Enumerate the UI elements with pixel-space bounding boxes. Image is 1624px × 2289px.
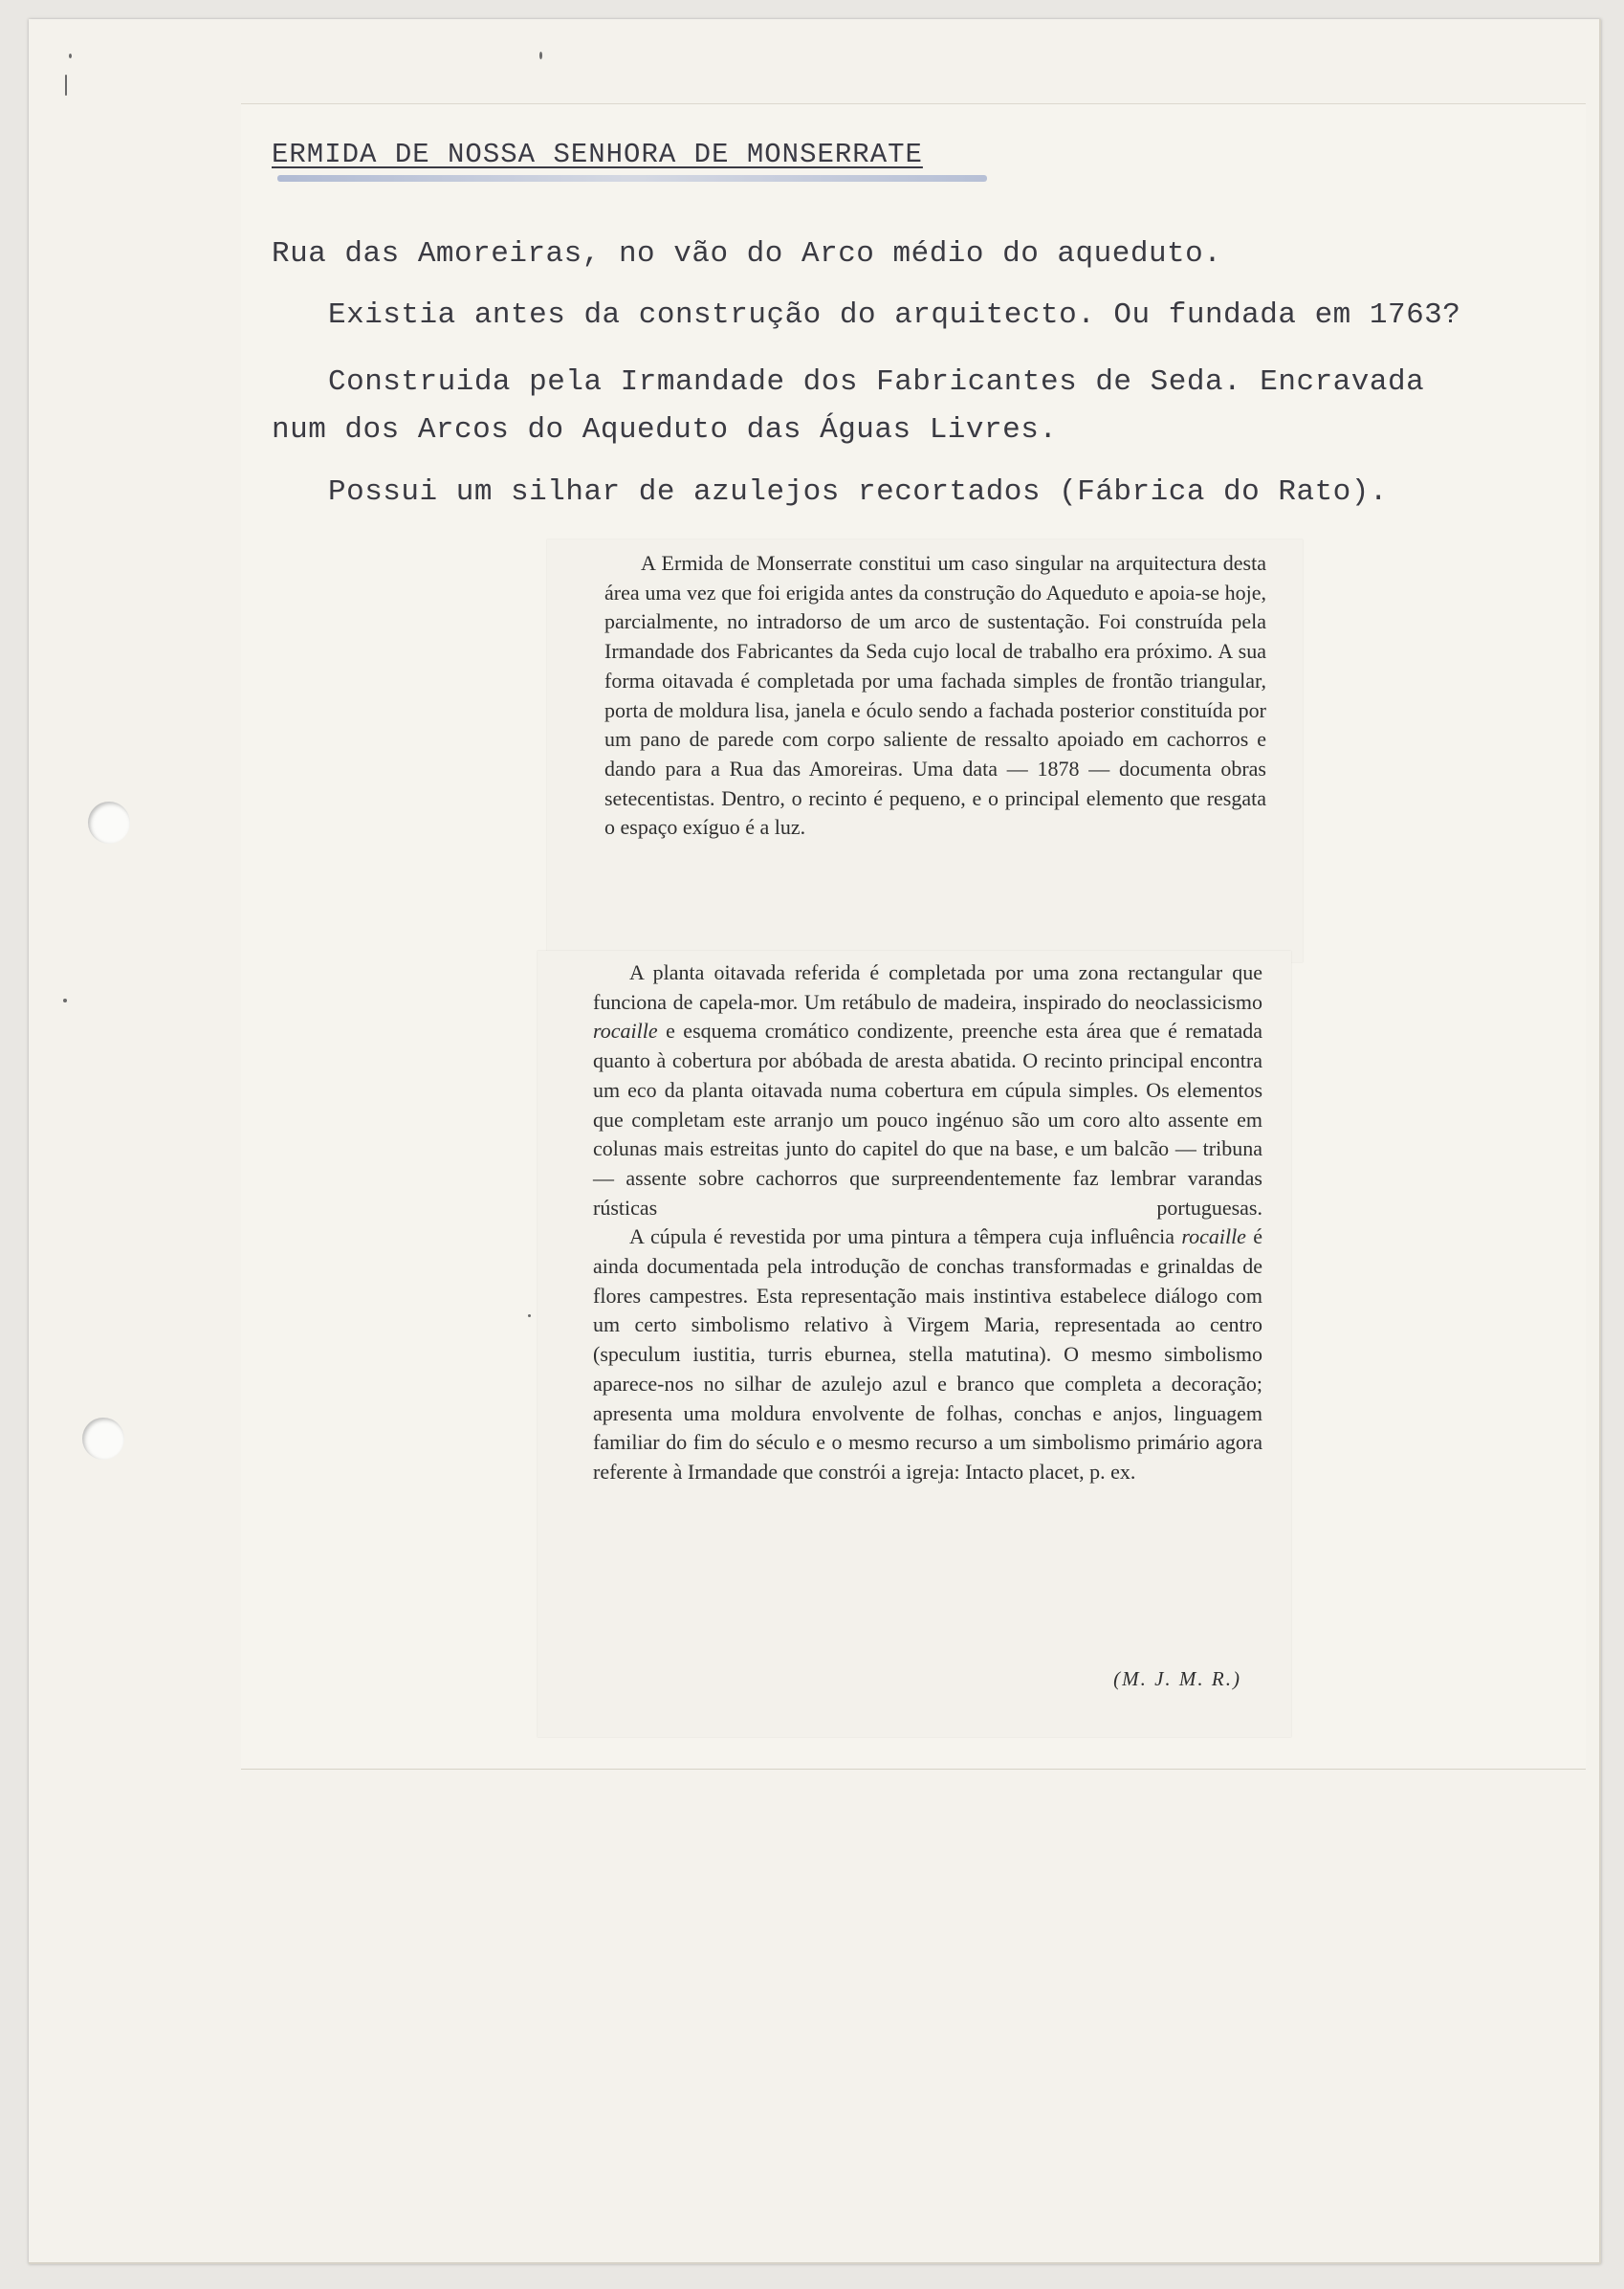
clipping-2-p1-italic: rocaille	[593, 1019, 658, 1044]
typed-line-location: num dos Arcos do Aqueduto das Águas Livres.	[272, 413, 1058, 447]
clipping-2-text	[593, 958, 1262, 1487]
author-signature: (M. J. M. R.)	[1113, 1667, 1241, 1690]
clipping-1-text	[604, 549, 1266, 843]
paper-speck	[528, 1314, 531, 1317]
document-heading: ERMIDA DE NOSSA SENHORA DE MONSERRATE	[272, 139, 923, 170]
clipping-2-paragraph-2	[593, 1222, 1262, 1486]
clipping-2-p2-text-cont: é ainda documentada pela introdução de conchas transformadas e grinaldas de flores campestres. Esta representação mais instintiva estabelece diálogo com um certo simbolismo relativo à Virgem Maria, representada ao centro (speculum iustitia, turris eburnea, stella matutina). O mesmo simbolismo aparece-nos no silhar de azulejo azul e branco que completa a decoração; apresenta uma moldura envolvente de folhas, conchas e anjos, linguagem familiar do fim do século e o mesmo recurso a um simbolismo primário agora referente à Irmandade que constrói a igreja: Intacto placet, p. ex.	[593, 1224, 1263, 1484]
newspaper-clipping-2	[538, 951, 1291, 1737]
paper-mark	[65, 75, 67, 96]
typed-line-origin: Existia antes da construção do arquitecto. Ou fundada em 1763?	[328, 298, 1461, 332]
paper-speck	[69, 54, 72, 58]
clipping-2-p1-text-cont: e esquema cromático condizente, preenche esta área que é rematada quanto à cobertura por abóbada de aresta abatida. O recinto principal encontra um eco da planta oitavada numa cobertura em cúpula simples. Os elementos que completam este arranjo um pouco ingénuo são um coro alto assente em colunas mais estreitas junto do capitel do que na base, e um balcão — tribuna — assente sobre cachorros que surpreendentemente faz lembrar varandas rústicas portuguesas.	[593, 1019, 1262, 1220]
punch-hole-lower	[82, 1418, 124, 1460]
clipping-2-paragraph-1	[593, 958, 1262, 1222]
typed-line-tiles: Possui um silhar de azulejos recortados (Fábrica do Rato).	[328, 475, 1388, 509]
clipping-2-p1-text: A planta oitavada referida é completada por uma zona rectangular que funciona de capela-mor. Um retábulo de madeira, inspirado do neoclassicismo	[593, 960, 1262, 1014]
punch-hole-upper	[88, 802, 130, 844]
paper-speck	[63, 999, 67, 1002]
heading-underline-ink	[277, 175, 987, 182]
typed-line-builder: Construida pela Irmandade dos Fabricantes de Seda. Encravada	[328, 365, 1425, 399]
clipping-2-p2-italic: rocaille	[1181, 1224, 1246, 1249]
typed-line-address: Rua das Amoreiras, no vão do Arco médio do aqueduto.	[272, 237, 1222, 271]
clipping-2-p2-text: A cúpula é revestida por uma pintura a têmpera cuja influência	[629, 1224, 1182, 1249]
newspaper-clipping-1	[547, 539, 1303, 962]
paper-speck	[539, 52, 542, 59]
clipping-1-paragraph: A Ermida de Monserrate constitui um caso singular na arquitectura desta área uma vez que foi erigida antes da construção do Aqueduto e apoia-se hoje, parcialmente, no intradorso de um arco de sustentação. Foi construída pela Irmandade dos Fabricantes da Seda cujo local de trabalho era próximo. A sua forma oitavada é completada por uma fachada simples de frontão triangular, porta de moldura lisa, janela e óculo sendo a fachada posterior constituída por um pano de parede com corpo saliente de ressalto apoiado em cachorros e dando para a Rua das Amoreiras. Uma data — 1878 — documenta obras setecentistas. Dentro, o recinto é pequeno, e o principal elemento que resgata o espaço exíguo é a luz.	[604, 551, 1266, 840]
